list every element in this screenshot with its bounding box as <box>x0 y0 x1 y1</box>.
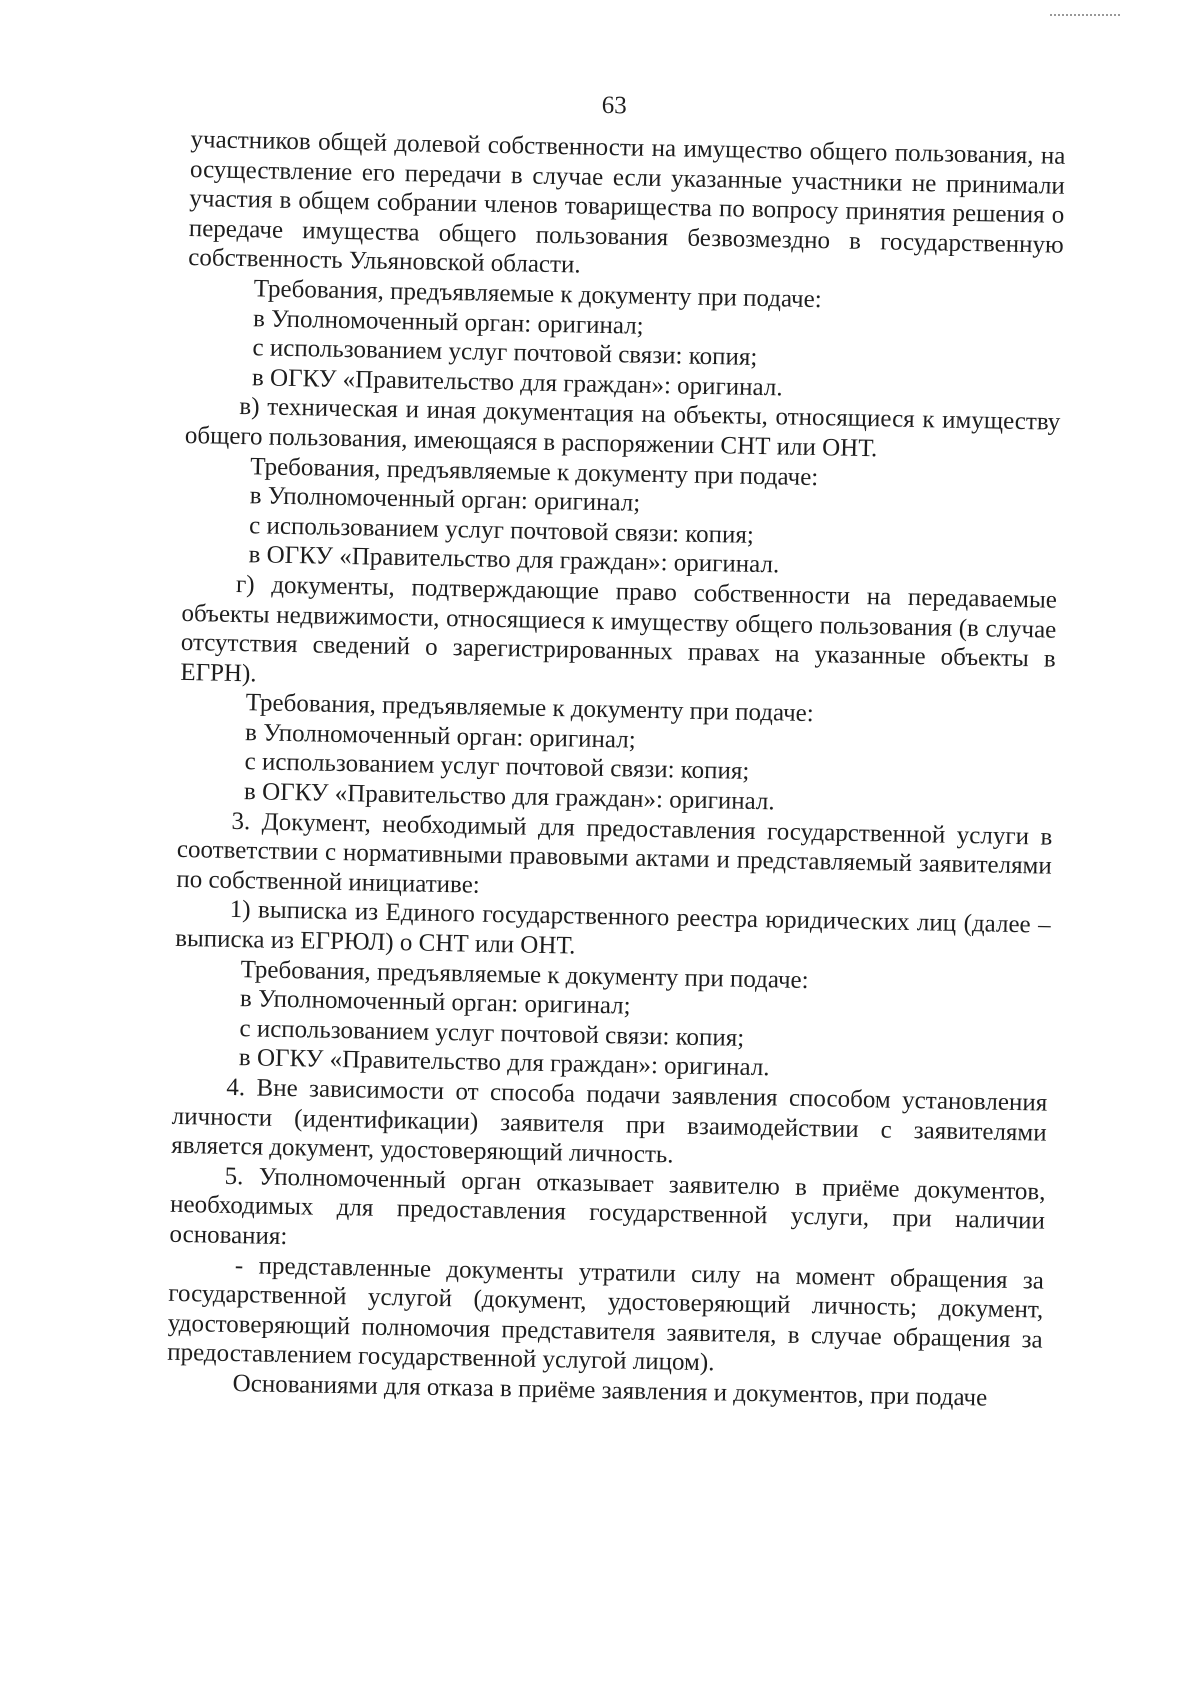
requirement-item: в ОГКУ «Правительство для граждан»: оригинал. <box>238 1044 770 1082</box>
numbered-item-4: 4. Вне зависимости от способа подачи заявления способом установления личности (идентификации) заявителя при взаимодействии с заявителями является документ, удостоверяющий личность. <box>170 1073 1048 1169</box>
requirement-item: с использованием услуг почтовой связи: копия; <box>248 511 755 549</box>
dash-item: - представленные документы утратили силу на момент обращения за государственной услугой (документ, удостоверяющий личность; документ, удостоверяющий полномочия представителя заявителя, в случае обращения за предоставлением государственной услугой лицом). <box>167 1251 1045 1377</box>
requirement-item: в Уполномоченный орган: оригинал; <box>239 985 631 1020</box>
sub-item-1: 1) выписка из Единого государственного реестра юридических лиц (далее – выписка из ЕГРЮЛ) о СНТ или ОНТ. <box>174 896 1051 960</box>
list-item-g: г) документы, подтверждающие право собственности на передаваемые объекты недвижимости, относящиеся к имуществу общего пользования (в случае отсутствия сведений о зарегистрированных правах на указанные объекты в ЕГРН). <box>180 570 1058 688</box>
requirements-heading: Требования, предъявляемые к документу при подаче: <box>253 275 822 314</box>
requirement-item: в ОГКУ «Правительство для граждан»: оригинал. <box>243 778 775 816</box>
requirement-item: в Уполномоченный орган: оригинал; <box>252 304 644 340</box>
paragraph-continuation: участников общей долевой собственности на имущество общего пользования, на осуществление его передачи в случае если указанные участники не принимали участия в общем собрании членов товарищества по вопросу принятия решения о передаче имущества общего пользования безвозмездно в государственную собственность Ульяновской области. <box>188 126 1066 279</box>
requirement-item: в ОГКУ «Правительство для граждан»: оригинал. <box>251 363 783 402</box>
document-body <box>166 125 1065 1414</box>
list-item-v: в) техническая и иная документация на объекты, относящиеся к имуществу общего пользования, имеющаяся в распоряжении СНТ или ОНТ. <box>184 393 1061 463</box>
numbered-item-5: 5. Уполномоченный орган отказывает заявителю в приёме документов, необходимых для предоставления государственной услуги, при наличии основания: <box>169 1162 1046 1251</box>
requirements-heading: Требования, предъявляемые к документу при подаче: <box>245 689 815 728</box>
paragraph-trailing: Основаниями для отказа в приёме заявления и документов, при подаче <box>232 1369 988 1412</box>
requirement-item: в ОГКУ «Правительство для граждан»: оригинал. <box>248 541 780 579</box>
requirements-heading: Требования, предъявляемые к документу при подаче: <box>240 955 809 994</box>
numbered-item-3: 3. Документ, необходимый для предоставления государственной услуги в соответствии с нормативными правовыми актами и представляемый заявителями по собственной инициативе: <box>176 807 1053 899</box>
requirement-item: в Уполномоченный орган: оригинал; <box>244 719 636 754</box>
requirement-item: с использованием услуг почтовой связи: копия; <box>239 1014 745 1052</box>
requirement-item: с использованием услуг почтовой связи: копия; <box>252 334 758 372</box>
page-number: 63 <box>601 91 628 120</box>
requirement-item: с использованием услуг почтовой связи: копия; <box>244 748 750 786</box>
requirements-heading: Требования, предъявляемые к документу при подаче: <box>250 452 819 491</box>
requirement-item: в Уполномоченный орган: оригинал; <box>249 482 641 517</box>
